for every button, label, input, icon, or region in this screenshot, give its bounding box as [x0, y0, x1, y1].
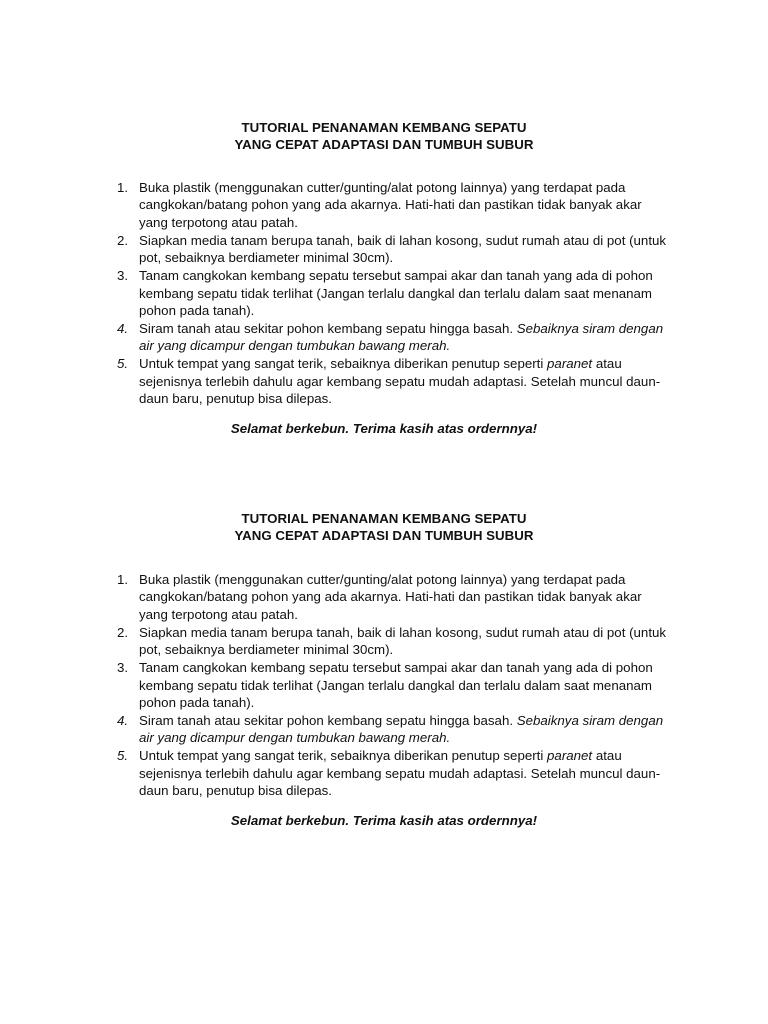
list-item [112, 179, 672, 231]
closing-note: Selamat berkebun. Terima kasih atas ordernnya! [230, 421, 538, 436]
step-text-italic: Sebaiknya siram dengan air yang dicampur dengan tumbukan bawang merah. [139, 713, 664, 746]
list-item [112, 571, 672, 623]
step-number: 5. [117, 356, 129, 372]
document-title [0, 119, 768, 153]
title-line-1: TUTORIAL PENANAMAN KEMBANG SEPATU [241, 120, 527, 135]
step-number: 5. [117, 748, 129, 764]
step-text: Siapkan media tanam berupa tanah, baik di lahan kosong, sudut rumah atau di pot (untuk pot, sebaiknya berdiameter minimal 30cm). [139, 232, 667, 266]
list-item [112, 267, 672, 319]
list-item [112, 320, 672, 355]
list-item [112, 747, 672, 799]
step-number: 2. [117, 624, 129, 640]
closing-note: Selamat berkebun. Terima kasih atas ordernnya! [230, 813, 538, 828]
list-item [112, 624, 672, 659]
list-item [112, 659, 672, 711]
step-text-italic: paranet [547, 748, 593, 764]
steps-list [112, 179, 672, 408]
step-number: 3. [117, 660, 129, 676]
step-text: Tanam cangkokan kembang sepatu tersebut sampai akar dan tanah yang ada di pohon kembang sepatu tidak terlihat (Jangan terlalu dangkal dan terlalu dalam saat menanam pohon pada tanah). [139, 660, 653, 711]
steps-list [112, 571, 672, 800]
step-text-italic: paranet [547, 356, 593, 372]
step-number: 1. [117, 180, 129, 195]
step-text: Siapkan media tanam berupa tanah, baik di lahan kosong, sudut rumah atau di pot (untuk pot, sebaiknya berdiameter minimal 30cm). [139, 624, 667, 658]
title-line-2: YANG CEPAT ADAPTASI DAN TUMBUH SUBUR [234, 528, 534, 543]
step-number: 3. [117, 268, 129, 284]
step-text: Siram tanah atau sekitar pohon kembang sepatu hingga basah. [139, 713, 517, 729]
list-item [112, 355, 672, 407]
step-number: 1. [117, 572, 129, 587]
step-number: 4. [117, 321, 129, 337]
step-text: Siram tanah atau sekitar pohon kembang sepatu hingga basah. [139, 321, 517, 337]
step-number: 2. [117, 232, 129, 248]
step-text: Untuk tempat yang sangat terik, sebaiknya diberikan penutup seperti [139, 356, 548, 372]
step-text: atau sejenisnya terlebih dahulu agar kembang sepatu mudah adaptasi. Setelah muncul daun-daun baru, penutup bisa dilepas. [139, 356, 661, 407]
step-text: Buka plastik (menggunakan cutter/gunting/alat potong lainnya) yang terdapat pada cangkokan/batang pohon yang ada akarnya. Hati-hati dan pastikan tidak banyak akar yang terpotong atau patah. [139, 180, 642, 230]
step-number: 4. [117, 713, 129, 729]
step-text: Untuk tempat yang sangat terik, sebaiknya diberikan penutup seperti [139, 748, 548, 764]
title-line-1: TUTORIAL PENANAMAN KEMBANG SEPATU [241, 511, 527, 526]
step-text: Tanam cangkokan kembang sepatu tersebut sampai akar dan tanah yang ada di pohon kembang sepatu tidak terlihat (Jangan terlalu dangkal dan terlalu dalam saat menanam pohon pada tanah). [139, 268, 653, 319]
list-item [112, 232, 672, 267]
document-title [0, 510, 768, 544]
step-text: atau sejenisnya terlebih dahulu agar kembang sepatu mudah adaptasi. Setelah muncul daun-daun baru, penutup bisa dilepas. [139, 748, 661, 799]
title-line-2: YANG CEPAT ADAPTASI DAN TUMBUH SUBUR [234, 137, 534, 152]
step-text-italic: Sebaiknya siram dengan air yang dicampur dengan tumbukan bawang merah. [139, 321, 664, 354]
step-text: Buka plastik (menggunakan cutter/gunting/alat potong lainnya) yang terdapat pada cangkokan/batang pohon yang ada akarnya. Hati-hati dan pastikan tidak banyak akar yang terpotong atau patah. [139, 572, 642, 622]
list-item [112, 712, 672, 747]
